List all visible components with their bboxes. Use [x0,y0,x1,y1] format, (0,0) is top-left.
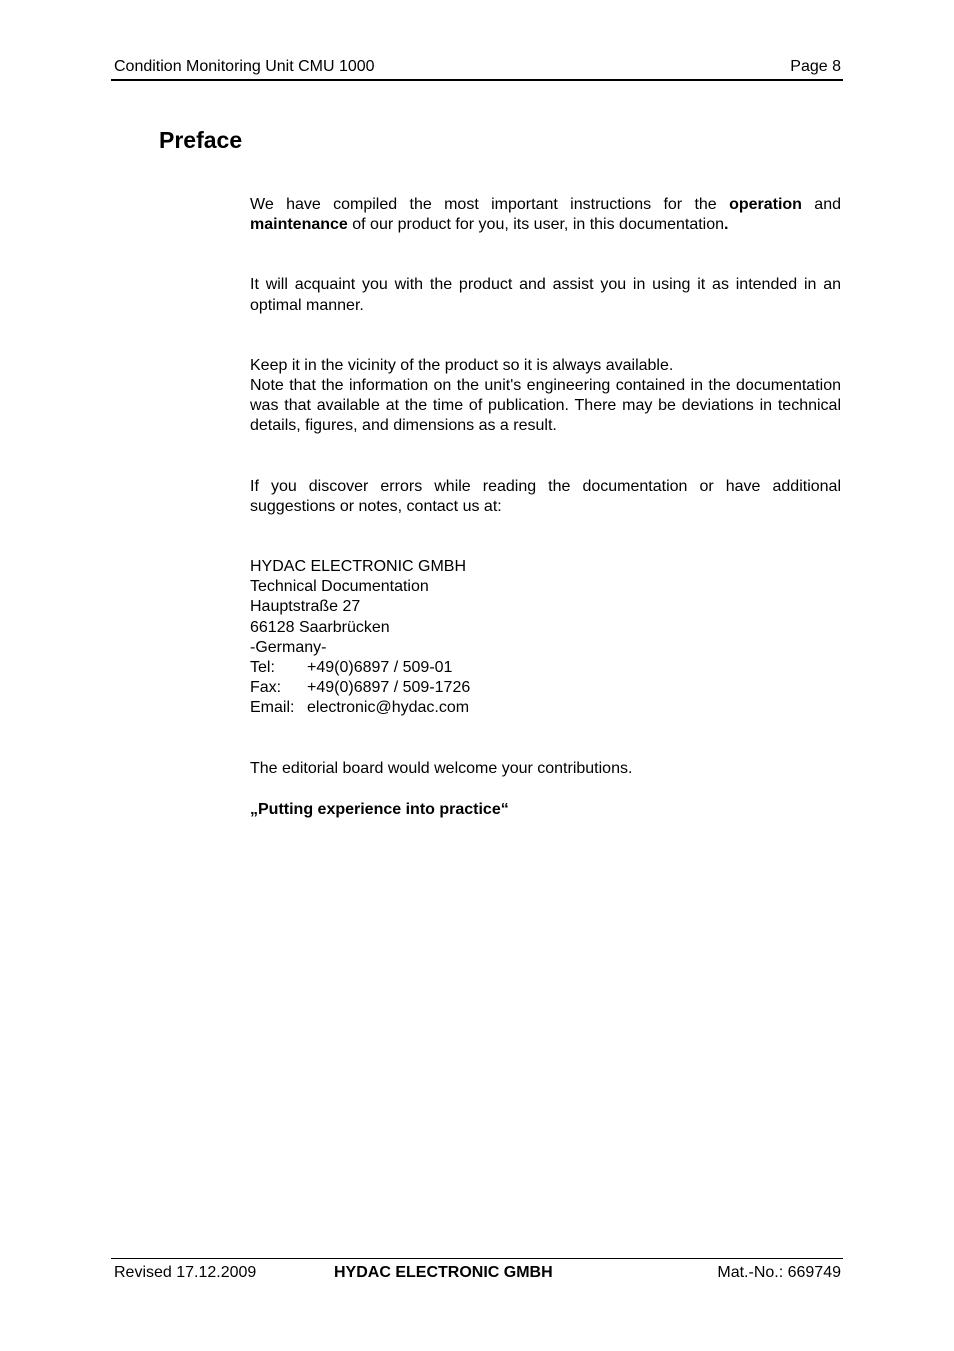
header-doc-title: Condition Monitoring Unit CMU 1000 [114,58,375,75]
paragraph-intro [250,195,841,235]
address-street: Hauptstraße 27 [250,598,361,616]
paragraph-keep: Keep it in the vicinity of the product so it is always available. [250,356,674,374]
address-country: -Germany- [250,638,327,656]
tel-value: +49(0)6897 / 509-01 [307,659,453,677]
footer-company: HYDAC ELECTRONIC GMBH [334,1264,553,1281]
slogan: „Putting experience into practice“ [250,800,509,818]
intro-operation-bold: operation [729,196,802,213]
footer-mat-no: Mat.-No.: 669749 [717,1264,841,1281]
contact-email-row [250,698,841,718]
paragraph-errors: If you discover errors while reading the documentation or have additional suggestions or notes, contact us at: [250,477,841,515]
paragraph-acquaint: It will acquaint you with the product and assist you in using it as intended in an optimal manner. [250,276,841,314]
contact-fax-row [250,678,841,698]
intro-text-c: and [801,196,842,213]
page-title: Preface [159,127,243,153]
fax-value: +49(0)6897 / 509-1726 [307,679,471,697]
address-department: Technical Documentation [250,578,429,596]
page-footer [111,1258,843,1289]
preface-body [250,195,841,820]
paragraph-closing: The editorial board would welcome your contributions. [250,759,633,777]
intro-text-e: of our product for you, its user, in this documentation [347,216,725,234]
intro-maintenance-bold: maintenance [250,216,348,234]
header-page-number: Page 8 [790,58,841,75]
intro-text-a: We have compiled the most important instructions for the [250,196,730,213]
page-header [111,57,843,81]
contact-address [250,557,841,719]
fax-label: Fax: [250,679,282,697]
intro-period: . [724,216,729,234]
email-label: Email: [250,699,295,717]
address-city: 66128 Saarbrücken [250,618,390,636]
contact-tel-row [250,658,841,678]
paragraph-note: Note that the information on the unit's engineering contained in the documentation was that available at the time of publication. There may be deviations in technical details, figures, and dimensions as a result. [250,377,841,435]
tel-label: Tel: [250,659,275,677]
footer-revised: Revised 17.12.2009 [114,1264,257,1281]
email-value: electronic@hydac.com [307,699,470,717]
address-company: HYDAC ELECTRONIC GMBH [250,558,467,576]
